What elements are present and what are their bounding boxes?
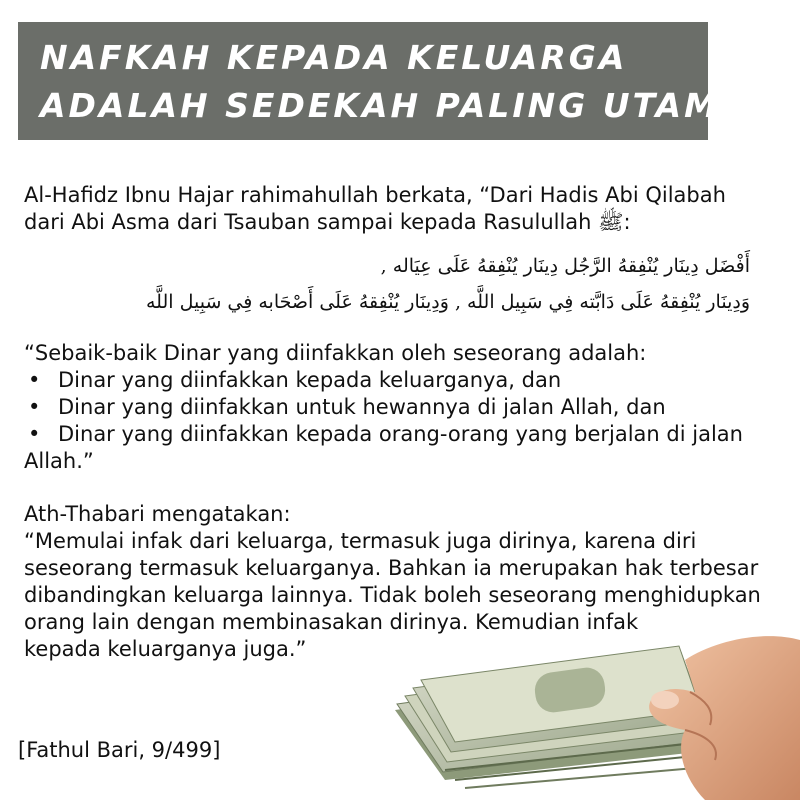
title-banner [18,22,749,140]
arabic-hadith [24,248,750,320]
thabari-line-5: kepada keluarganya juga.” [24,637,307,661]
translation-heading: “Sebaik-baik Dinar yang diinfakkan oleh seseorang adalah: [24,341,647,365]
banner-title-line-1: NAFKAH KEPADA KELUARGA [40,38,628,77]
thabari-line-4: orang lain dengan membinasakan dirinya. Kemudian infak [24,610,639,634]
banner-title-line-2: ADALAH SEDEKAH PALING UTAMA [40,86,749,125]
intro-line-2: dari Abi Asma dari Tsauban sampai kepada Rasulullah ﷺ: [24,210,631,234]
hand-holding-money-image [385,630,800,800]
arabic-line-1: أَفْضَل دِينَار يُنْفِقهُ الرَّجُل دِينَار يُنْفِقهُ عَلَى عِيَاله , [380,255,750,277]
thabari-heading: Ath-Thabari mengatakan: [24,502,291,526]
list-item: • Dinar yang diinfakkan kepada keluarganya, dan [24,367,784,394]
article-body [24,182,784,663]
arabic-line-2: وَدِينَار يُنْفِقهُ عَلَى دَابَّته فِي سَبِيل اللَّه , وَدِينَار يُنْفِقهُ عَلَى أَصْحَابه فِي سَبِيل اللَّه [146,291,750,313]
thabari-line-1: “Memulai infak dari keluarga, termasuk juga dirinya, karena diri [24,529,697,553]
list-item: • Dinar yang diinfakkan kepada orang-orang yang berjalan di jalan Allah.” [24,421,784,475]
source-citation: [Fathul Bari, 9/499] [18,738,221,762]
thabari-line-3: dibandingkan keluarga lainnya. Tidak boleh seseorang menghidupkan [24,583,761,607]
list-item: • Dinar yang diinfakkan untuk hewannya di jalan Allah, dan [24,394,784,421]
translation-list [24,367,784,475]
thabari-line-2: seseorang termasuk keluarganya. Bahkan ia merupakan hak terbesar [24,556,759,580]
intro-line-1: Al-Hafidz Ibnu Hajar rahimahullah berkata, “Dari Hadis Abi Qilabah [24,183,726,207]
spacer [24,475,784,501]
